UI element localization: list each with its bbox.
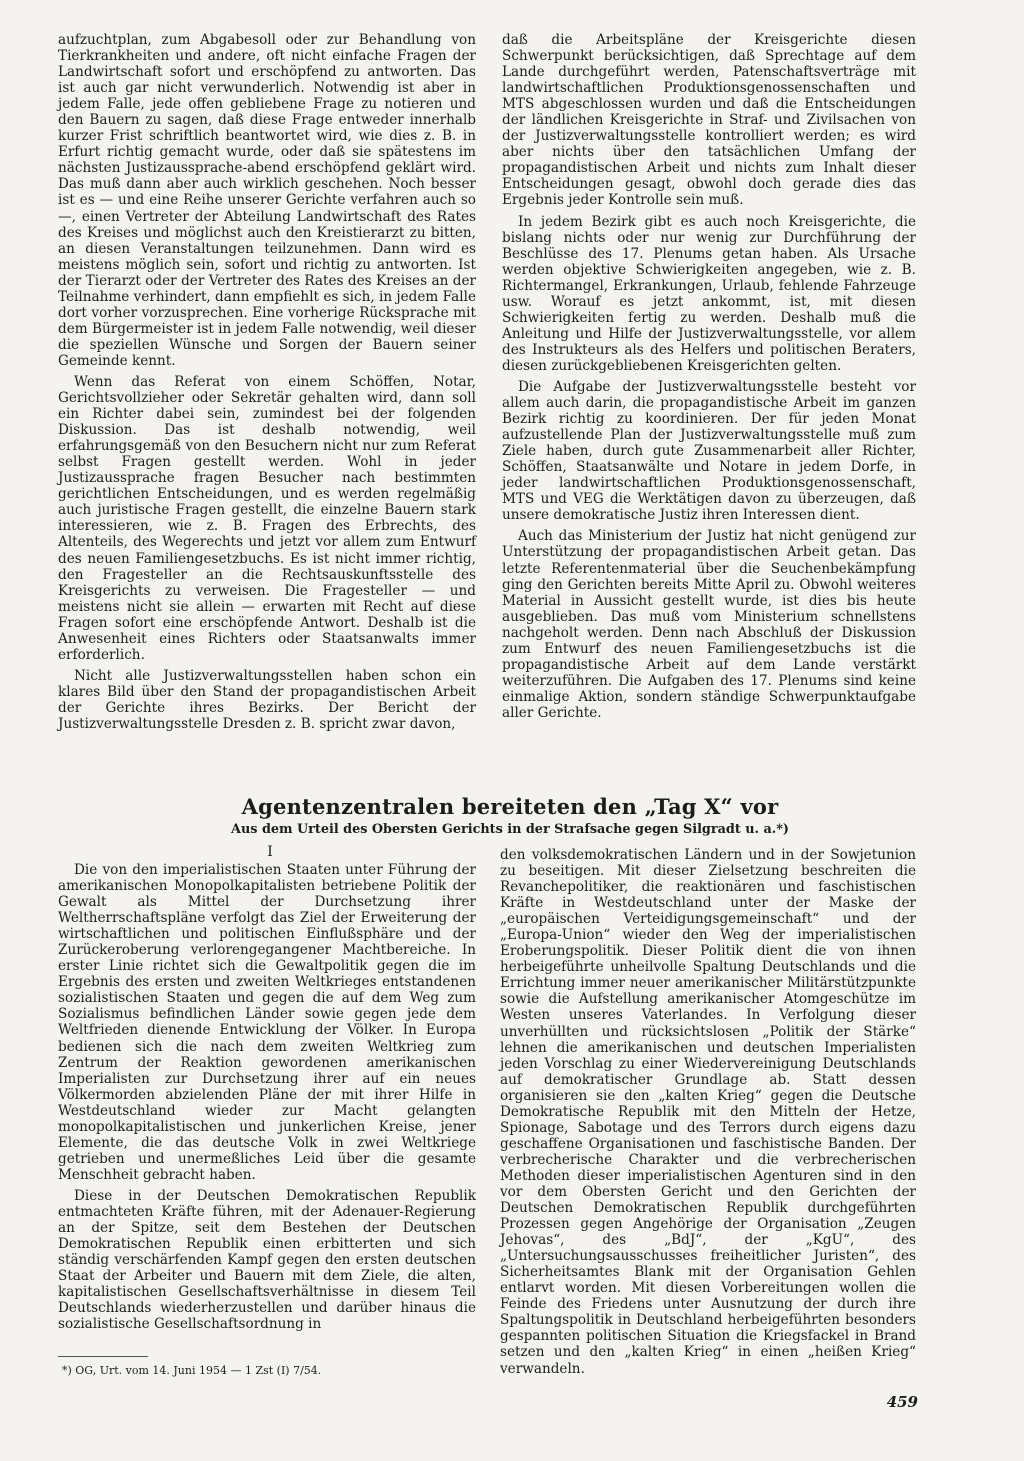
bottom-right-column	[500, 847, 916, 1382]
paragraph: daß die Arbeitspläne der Kreisgerichte diesen Schwerpunkt berücksichtigen, daß Sprechtage auf dem Lande durchgeführt werden, Patenschaftsverträge mit landwirtschaftlichen Produktionsgenossenschaften und MTS abgeschlossen wurden und daß die Entscheidungen der ländlichen Kreisgerichte in Straf- und Zivilsachen von der Justizverwaltungsstelle kontrolliert werden; es wird aber nichts über den tatsächlichen Umfang der propagandistischen Arbeit und nichts zum Inhalt dieser Entscheidungen gesagt, obwohl doch gerade dies das Ergebnis jeder Kontrolle sein muß.	[502, 32, 916, 209]
paragraph: Die Aufgabe der Justizverwaltungsstelle besteht vor allem auch darin, die propagandistische Arbeit im ganzen Bezirk richtig zu koordinieren. Der für jeden Monat aufzustellende Plan der Justizverwaltungsstelle muß zum Ziele haben, durch gute Zusammenarbeit aller Richter, Schöffen, Staatsanwälte und Notare in jedem Dorfe, in jeder landwirtschaftlichen Produktionsgenossenschaft, MTS und VEG die Werktätigen davon zu überzeugen, daß unsere demokratische Justiz ihren Interessen dient.	[502, 378, 916, 524]
top-right-column	[502, 32, 916, 726]
page-number: 459	[886, 1393, 918, 1411]
paragraph: Diese in der Deutschen Demokratischen Republik entmachteten Kräfte führen, mit der Adenauer-Regierung an der Spitze, seit dem Bestehen der Deutschen Demokratischen Republik einen erbitterten und sich ständig verschärfenden Kampf gegen den ersten deutschen Staat der Arbeiter und Bauern mit dem Ziele, die alten, kapitalistischen Gesellschaftsverhältnisse in diesem Teil Deutschlands wiederherzustellen und darüber hinaus die sozialistische Gesellschaftsordnung in	[58, 1187, 476, 1333]
paragraph: aufzuchtplan, zum Abgabesoll oder zur Behandlung von Tierkrankheiten und andere, oft nicht einfache Fragen der Landwirtschaft sofort und erschöpfend zu antworten. Das ist auch gar nicht verwunderlich. Notwendig ist aber in jedem Falle, jede offen gebliebene Frage zu notieren und den Bauern zu sagen, daß diese Frage entweder innerhalb kurzer Frist schriftlich beantwortet wird, wie dies z. B. in Erfurt richtig gemacht wurde, oder daß sie spätestens im nächsten Justizaussprache-abend erschöpfend geklärt wird. Das muß dann aber auch wirklich geschehen. Noch besser ist es — und eine Reihe unserer Gerichte verfahren auch so —, einen Vertreter der Abteilung Landwirtschaft des Rates des Kreises und möglichst auch den Kreistierarzt zu bitten, an diesen Veranstaltungen teilzunehmen. Dann wird es meistens möglich sein, sofort und richtig zu antworten. Ist der Tierarzt oder der Vertreter des Rates des Kreises an der Teilnahme verhindert, dann empfiehlt es sich, in jedem Falle dort vorher vorzusprechen. Eine vorherige Rücksprache mit dem Bürgermeister ist in jedem Falle notwendig, weil dieser die speziellen Wünsche und Sorgen der Bauern seiner Gemeinde kennt.	[58, 32, 476, 369]
paragraph: Auch das Ministerium der Justiz hat nicht genügend zur Unterstützung der propagandistischen Arbeit getan. Das letzte Referentenmaterial über die Seuchenbekämpfung ging den Gerichten bereits Mitte April zu. Obwohl weiteres Material in Aussicht gestellt wurde, ist dies bis heute ausgeblieben. Das muß vom Ministerium schnellstens nachgeholt werden. Denn nach Abschluß der Diskussion zum Entwurf des neuen Familiengesetzbuchs ist die propagandistische Arbeit auf dem Lande verstärkt weiterzuführen. Die Aufgaben des 17. Plenums sind keine einmalige Aktion, sondern ständige Schwerpunktaufgabe aller Gerichte.	[502, 528, 916, 721]
paragraph: Nicht alle Justizverwaltungsstellen haben schon ein klares Bild über den Stand der propagandistischen Arbeit der Gerichte ihres Bezirks. Der Bericht der Justizverwaltungsstelle Dresden z. B. spricht zwar davon,	[58, 667, 476, 732]
top-left-column	[58, 32, 476, 737]
section-number: I	[267, 844, 273, 860]
paragraph: In jedem Bezirk gibt es auch noch Kreisgerichte, die bislang nichts oder nur wenig zur Durchführung der Beschlüsse des 17. Plenums getan haben. Als Ursache werden objektive Schwierigkeiten angegeben, wie z. B. Richtermangel, Erkrankungen, Urlaub, fehlende Fahrzeuge usw. Worauf es jetzt ankommt, ist, mit diesen Schwierigkeiten fertig zu werden. Deshalb muß die Anleitung und Hilfe der Justizverwaltungsstelle, vor allem des Instrukteurs als des Helfers und politischen Beraters, diesen zurückgebliebenen Kreisgerichten gelten.	[502, 213, 916, 374]
footnote-divider	[58, 1356, 148, 1357]
footnote: *) OG, Urt. vom 14. Juni 1954 — 1 Zst (I) 7/54.	[62, 1364, 322, 1377]
article-subheadline: Aus dem Urteil des Obersten Gerichts in der Strafsache gegen Silgradt u. a.*)	[231, 822, 789, 837]
paragraph: den volksdemokratischen Ländern und in der Sowjetunion zu beseitigen. Mit dieser Zielsetzung beschreiten die Revanchepolitiker, die reaktionären und faschistischen Kräfte in Westdeutschland unter der Maske der „europäischen Verteidigungsgemeinschaft“ und der „Europa-Union“ wieder den Weg der imperialistischen Eroberungspolitik. Dieser Politik dient die von ihnen herbeigeführte unheilvolle Spaltung Deutschlands und die Errichtung immer neuer amerikanischer Militärstützpunkte sowie die Aufstellung amerikanischer Atomgeschütze im Westen unseres Vaterlandes. In Verfolgung dieser unverhüllten und rücksichtslosen „Politik der Stärke“ lehnen die amerikanischen und deutschen Imperialisten jeden Vorschlag zu einer Wiedervereinigung Deutschlands auf demokratischer Grundlage ab. Statt dessen organisieren sie den „kalten Krieg“ gegen die Deutsche Demokratische Republik mit den Mitteln der Hetze, Spionage, Sabotage und des Terrors durch eigens dazu geschaffene Organisationen und faschistische Banden. Der verbrecherische Charakter und die verbrecherischen Methoden dieser imperialistischen Agenturen sind in den vor dem Obersten Gericht und den Gerichten der Deutschen Demokratischen Republik durchgeführten Prozessen gegen Angehörige der Organisation „Zeugen Jehovas“, des „BdJ“, der „KgU“, des „Untersuchungsausschusses freiheitlicher Juristen“, des Sicherheitsamtes Blank mit der Organisation Gehlen entlarvt worden. Mit diesen Vorbereitungen wollen die Feinde des Friedens unter Ausnutzung der durch ihre Spaltungspolitik in Deutschland herbeigeführten besonders gespannten politischen Situation die Kriegsfackel in Brand setzen und den „kalten Krieg“ in einen „heißen Krieg“ verwandeln.	[500, 847, 916, 1377]
bottom-left-column	[58, 862, 476, 1337]
article-headline: Agentenzentralen bereiteten den „Tag X“ vor	[241, 794, 779, 819]
paragraph: Wenn das Referat von einem Schöffen, Notar, Gerichtsvollzieher oder Sekretär gehalten wird, dann soll ein Richter dabei sein, zumindest bei der folgenden Diskussion. Das ist deshalb notwendig, weil erfahrungsgemäß von den Besuchern nicht nur zum Referat selbst Fragen gestellt werden. Wohl in jeder Justizaussprache fragen Besucher nach bestimmten gerichtlichen Entscheidungen, und es werden regelmäßig auch juristische Fragen gestellt, die einzelne Bauern stark interessieren, wie z. B. Fragen des Erbrechts, des Altenteils, des Wegerechts und jetzt vor allem zum Entwurf des neuen Familiengesetzbuchs. Es ist nicht immer richtig, den Fragesteller an die Rechtsauskunftsstelle des Kreisgerichts zu verweisen. Die Fragesteller — und meistens nicht sie allein — erwarten mit Recht auf diese Fragen sofort eine erschöpfende Antwort. Deshalb ist die Anwesenheit eines Richters oder Staatsanwalts immer erforderlich.	[58, 373, 476, 663]
paragraph: Die von den imperialistischen Staaten unter Führung der amerikanischen Monopolkapitalisten betriebene Politik der Gewalt als Mittel der Durchsetzung ihrer Weltherrschaftspläne verfolgt das Ziel der Erweiterung der wirtschaftlichen und politischen Einflußsphäre und der Zurückeroberung verlorengegangener Machtbereiche. In erster Linie richtet sich die Gewaltpolitik gegen die im Ergebnis des ersten und zweiten Weltkrieges entstandenen sozialistischen Staaten und gegen die auf dem Weg zum Sozialismus befindlichen Länder sowie gegen jede dem Weltfrieden dienende Entwicklung der Völker. In Europa bedienen sich die nach dem zweiten Weltkrieg zum Zentrum der Reaktion gewordenen amerikanischen Imperialisten zur Durchsetzung ihrer auf ein neues Völkermorden abzielenden Pläne der mit ihrer Hilfe in Westdeutschland wieder zur Macht gelangten monopolkapitalistischen und junkerlichen Kreise, jener Elemente, die das deutsche Volk in zwei Weltkriege getrieben und unermeßliches Leid über die gesamte Menschheit gebracht haben.	[58, 862, 476, 1183]
